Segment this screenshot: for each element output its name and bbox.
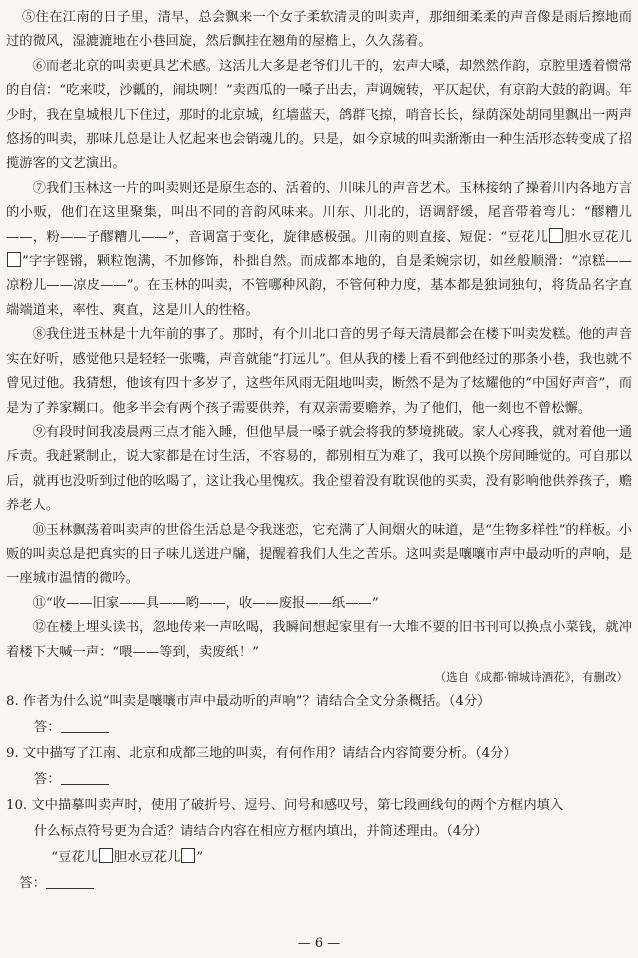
paragraph-12: ⑫在楼上埋头读书，忽地传来一声吆喝，我瞬间想起家里有一大堆不要的旧书刊可以换点小菜钱，就冲着楼下大喊一声：“喂——等到，卖废纸！” xyxy=(6,620,632,660)
fill-box-1[interactable] xyxy=(99,848,113,863)
page-number: — 6 — xyxy=(297,936,341,951)
paragraph-11: ⑪“收——旧家——具——哟——，收——废报——纸——” xyxy=(32,595,379,611)
fill-line-part-a: “豆花儿 xyxy=(51,849,98,865)
paragraph-9: ⑨有段时间我凌晨两三点才能入睡，但他早晨一嗓子就会将我的梦境挑破。家人心疼我，就对着他一通斥责。我赶紧制止，说大家都是在讨生活，不容易的，都别相互为难了，我可以换个房间睡觉的。可自那以后，就再也没听到过他的吆喝了，这让我心里愧疚。我企望着没有耽误他的买卖，没有影响他供养孩子，赡养老人。 xyxy=(6,424,632,514)
answer-label: 答： xyxy=(33,719,61,735)
paragraph-7-part-b: 胆水豆花儿 xyxy=(564,229,632,245)
answer-label: 答： xyxy=(19,875,46,891)
punctuation-box-2 xyxy=(7,252,21,267)
fill-box-2[interactable] xyxy=(181,848,195,863)
paragraph-8: ⑧我住进玉林是十九年前的事了。那时，有个川北口音的男子每天清晨都会在楼下叫卖发糕。他的声音实在好听，感觉他只是轻轻一张嘴，声音就能“打远儿”。但从我的楼上看不到他经过的那条小巷，我也就不曾见过他。我猜想，他该有四十多岁了，这些年风雨无阻地叫卖，断然不是为了炫耀他的“中国好声音”，而是为了养家糊口。他多半会有两个孩子需要供养，有双亲需要赡养，为了他们，他一刻也不曾松懈。 xyxy=(6,327,632,416)
punctuation-box-1 xyxy=(549,228,563,243)
answer-9 xyxy=(34,767,632,793)
answer-8-blank[interactable] xyxy=(61,716,109,733)
question-9: 9. 文中描写了江南、北京和成都三地的叫卖，有何作用？请结合内容简要分析。（4分） xyxy=(6,745,517,761)
answer-label: 答： xyxy=(33,771,61,787)
paragraph-6: ⑥而老北京的叫卖更具艺术感。这活儿大多是老爷们儿干的，宏声大嗓，却然然作韵，京腔里透着惯常的自信：“吃来哎，沙瓤的，闹块咧！”卖西瓜的一嗓子出去，声调婉转，平仄起伏，有京韵大鼓的韵调。年少时，我在皇城根儿下住过，那时的北京城，红墙蓝天，鸽群飞掠，哨音长长，绿荫深处胡同里飘出一两声悠扬的叫卖，那味儿总是让人忆起来也会销魂儿的。只是，如今京城的叫卖渐渐由一种生活形态转变成了招揽游客的文艺演出。 xyxy=(6,58,632,172)
paragraph-7-part-a: ⑦我们玉林这一片的叫卖则还是原生态的、活着的、川味儿的声音艺术。玉林接纳了操着川内各地方言的小贩，他们在这里聚集，叫出不同的音韵风味来。川东、川北的，语调舒缓，尾音带着弯儿：“醪糟儿——，粉——子醪糟儿——”，音调富于变化，旋律感极强。川南的则直接、短促：“豆花儿 xyxy=(6,180,632,245)
question-8: 8. 作者为什么说“叫卖是嚷嚷市声中最动听的声响”？请结合全文分条概括。（4分） xyxy=(6,693,491,709)
answer-8 xyxy=(34,715,632,741)
fill-line-part-c: ” xyxy=(196,849,204,865)
question-10-continued: 什么标点符号更为合适？请结合内容在相应方框内填出，并简述理由。（4分） xyxy=(33,823,488,839)
paragraph-10: ⑩玉林飘荡着叫卖声的世俗生活总是令我迷恋，它充满了人间烟火的味道，是“生物多样性”的样板。小贩的叫卖总是把真实的日子味儿送进户牖，提醒着我们人生之苦乐。这叫卖是嚷嚷市声中最动听的声响，是一座城市温情的微吟。 xyxy=(6,522,632,587)
answer-10-blank[interactable] xyxy=(46,872,94,889)
question-10: 10. 文中描摹叫卖声时，使用了破折号、逗号、问号和感叹号，第七段画线句的两个方框内填入 xyxy=(6,797,564,813)
fill-line-part-b: 胆水豆花儿 xyxy=(113,849,181,865)
paragraph-5: ⑤住在江南的日子里，清早，总会飘来一个女子柔软清灵的叫卖声，那细细柔柔的声音像是雨后擦地而过的微风，湿漉漉地在小巷回旋，然后飘挂在翘角的屋檐上，久久荡着。 xyxy=(6,10,632,50)
paragraph-7 xyxy=(6,177,632,323)
paragraph-7-part-c: ”字字铿锵，颗粒饱满，不加修饰，朴拙自然。而成都本地的，自是柔婉宗切，如丝般顺滑：“凉糕——凉粉儿——凉皮——”。在玉林的叫卖，不管哪种风韵，不管何种力度，基本都是独词独句，将货品名字直端端道来，率性、爽直，这是川人的性格。 xyxy=(6,254,632,318)
answer-10 xyxy=(19,871,632,897)
exam-page xyxy=(6,6,632,897)
source-citation: （选自《成都·锦城诗酒花》，有删改） xyxy=(434,669,628,684)
punctuation-fill-line xyxy=(51,845,632,871)
answer-9-blank[interactable] xyxy=(61,768,109,785)
